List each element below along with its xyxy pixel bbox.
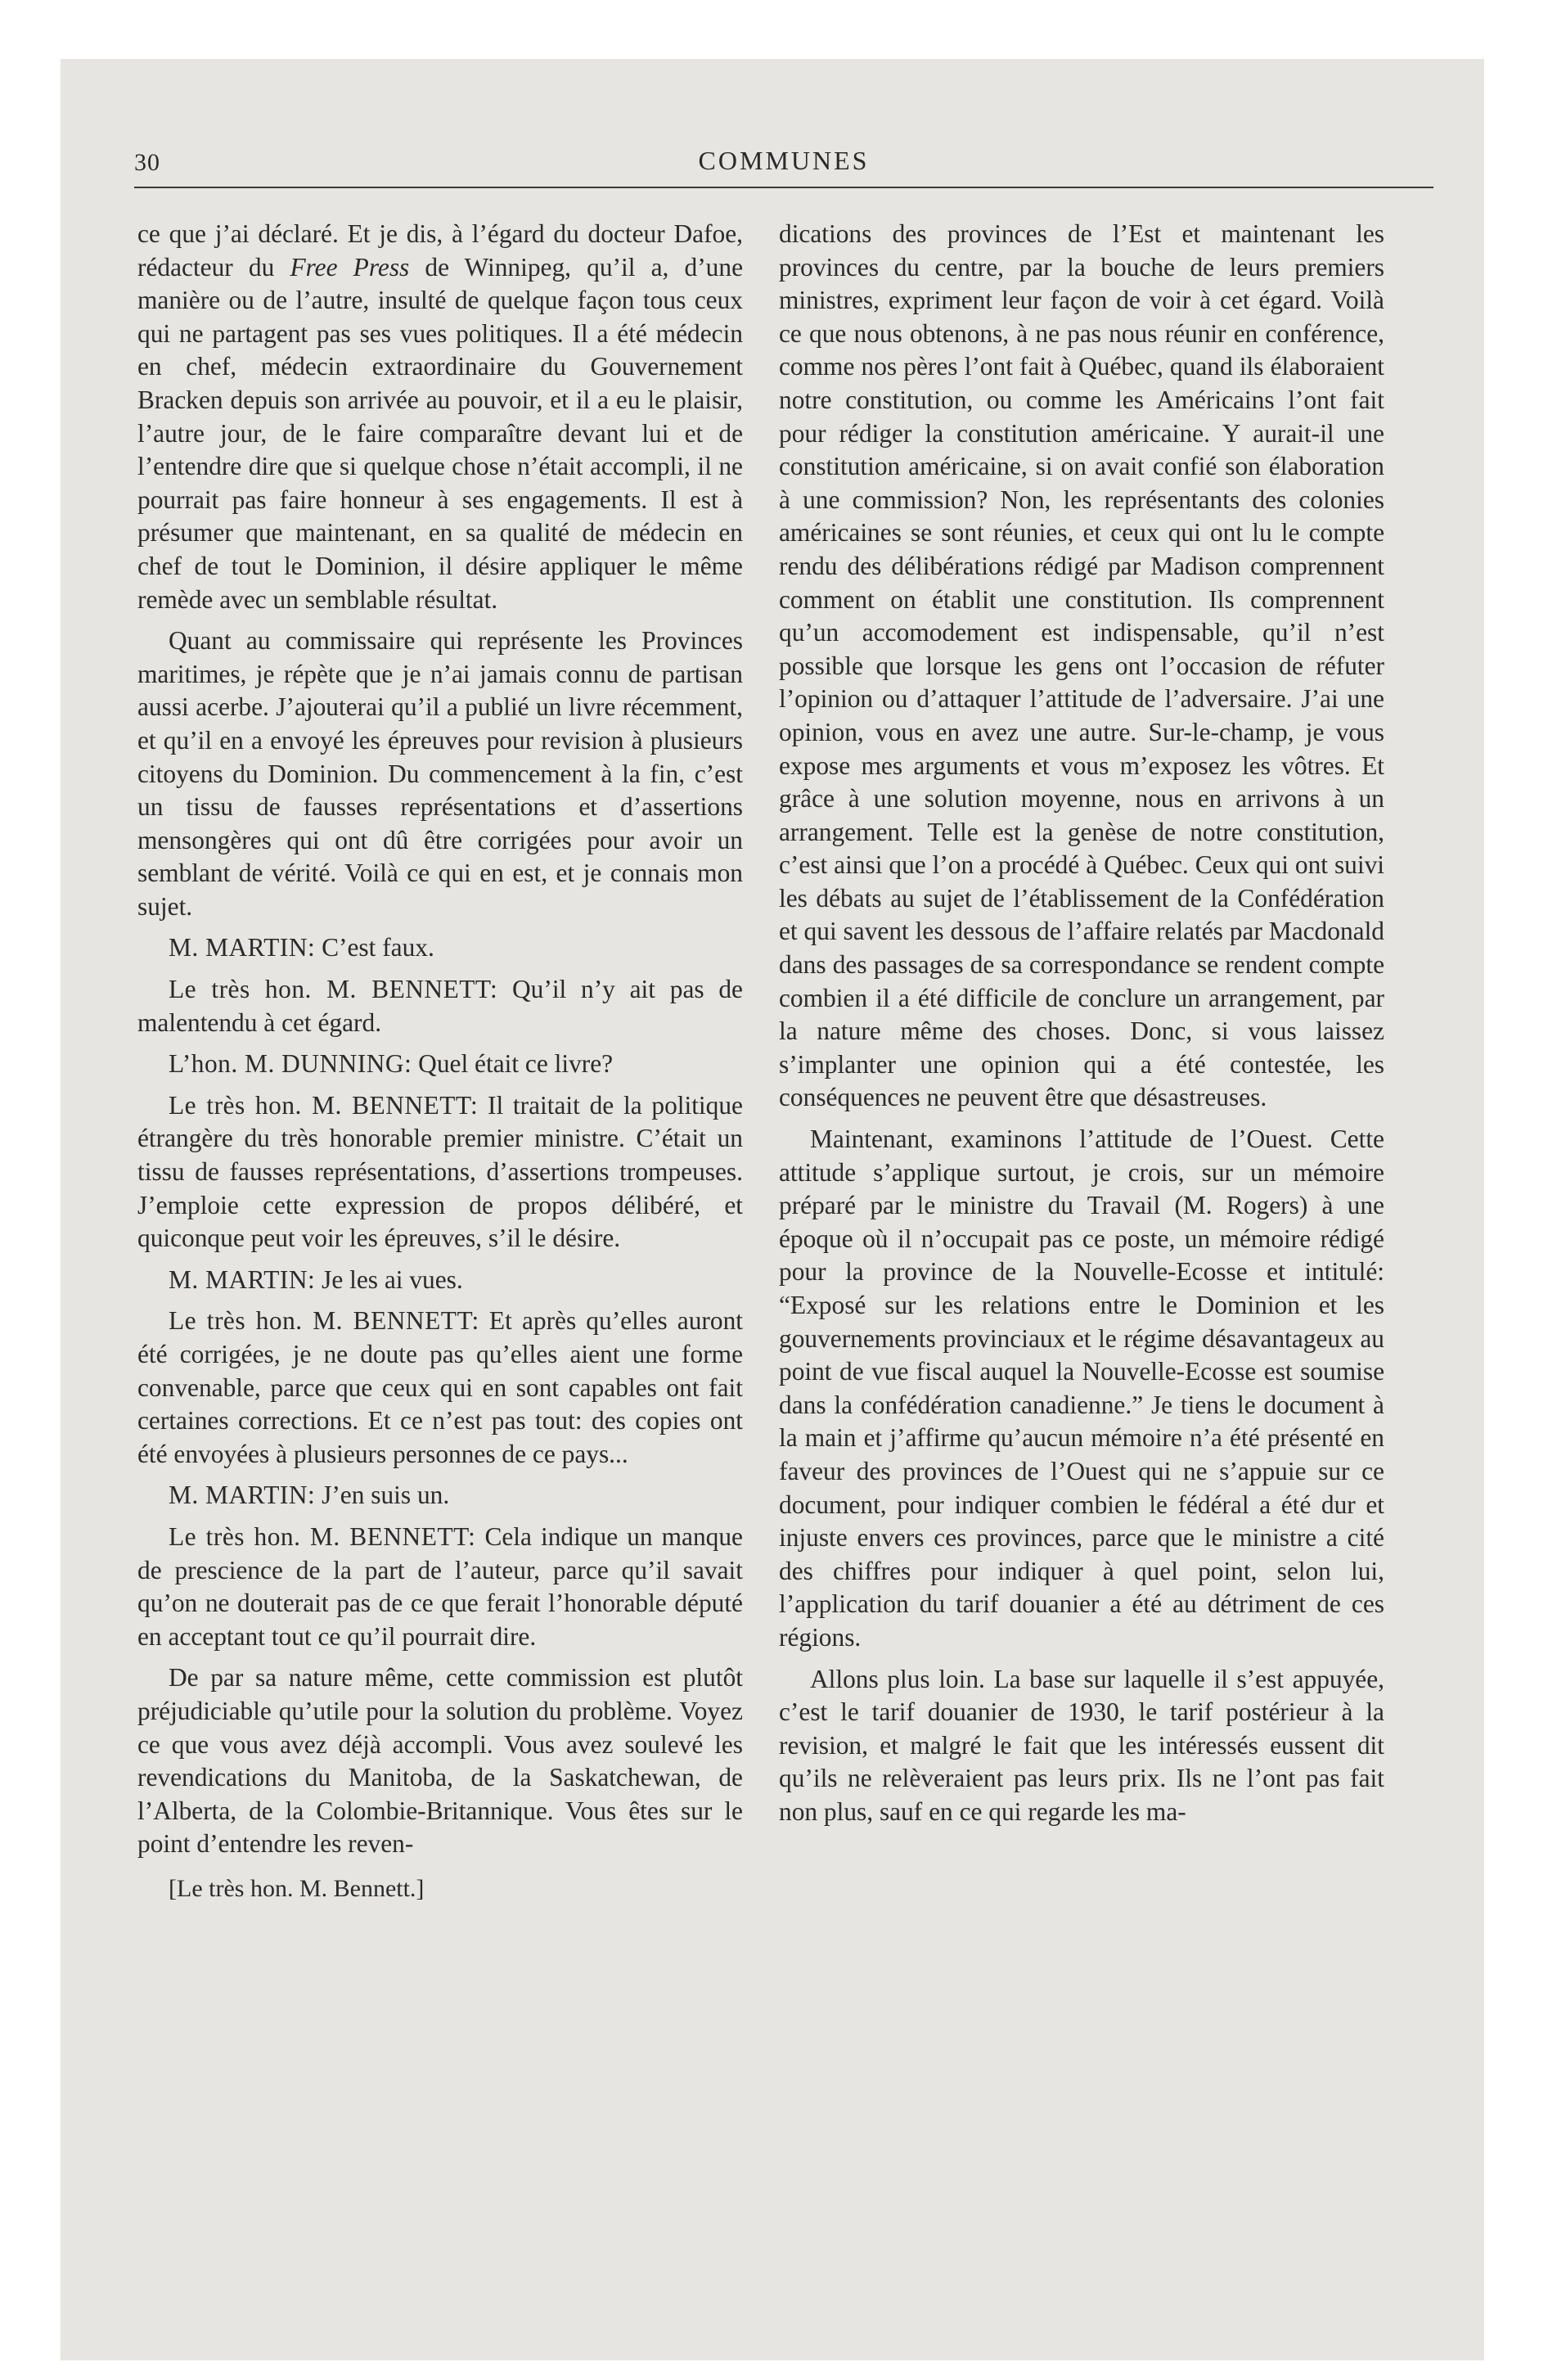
speech bbox=[137, 973, 743, 1039]
speech-text: Et après qu’elles auront été corrigées, je ne doute pas qu’elles aient une forme convenable, parce que ceux qui en sont capables ont fait certaines corrections. Et ce n’est pas tout: des copies ont été envoyées à plusieurs personnes de ce pays... bbox=[137, 1306, 743, 1468]
newspaper-title: Free Press bbox=[290, 252, 410, 282]
speaker-name: Le très hon. M. BENNETT: bbox=[169, 975, 498, 1004]
speech bbox=[137, 1089, 743, 1255]
paragraph-text: ce que j’ai déclaré. Et je dis, à l’égard du docteur Dafoe, rédacteur du bbox=[137, 219, 743, 282]
speaker-name: L’hon. M. DUNNING: bbox=[169, 1049, 412, 1079]
speaker-name: Le très hon. M. BENNETT: bbox=[169, 1306, 479, 1336]
speech bbox=[137, 931, 743, 965]
paragraph: Quant au commissaire qui représente les Provinces maritimes, je répète que je n’ai jamais connu de partisan aussi acerbe. J’ajouterai qu’il a publié un livre récemment, et qu’il en a envoyé les épreuves pour revision à plusieurs citoyens du Dominion. Du commencement à la fin, c’est un tissu de fausses représentations et d’assertions mensongères qui ont dû être corrigées pour avoir un semblant de vérité. Voilà ce qui en est, et je connais mon sujet. bbox=[137, 626, 743, 921]
paragraph: Allons plus loin. La base sur laquelle il s’est appuyée, c’est le tarif douanier de 1930, le tarif postérieur à la revision, et malgré le fait que les intéressés eussent dit qu’ils ne relèveraient pas leurs prix. Ils ne l’ont pas fait non plus, sauf en ce qui regarde les ma- bbox=[779, 1664, 1384, 1826]
speech-text: Quel était ce livre? bbox=[412, 1049, 614, 1079]
speech bbox=[137, 1264, 743, 1297]
right-column bbox=[779, 218, 1384, 1837]
speech-text: J’en suis un. bbox=[315, 1481, 450, 1510]
running-head bbox=[134, 141, 1433, 188]
paragraph: dications des provinces de l’Est et maintenant les provinces du centre, par la bouche de leurs premiers ministres, expriment leur façon de voir à cet égard. Voilà ce que nous obtenons, à ne pas nous réunir en conférence, comme nos pères l’ont fait à Québec, quand ils élaboraient notre constitution, ou comme les Américains l’ont fait pour rédiger la constitution américaine. Y aurait-il une constitution américaine, si on avait confié son élaboration à une commission? Non, les représentants des colonies américaines se sont réunies, et ceux qui ont lu le compte rendu des délibérations rédigé par Madison comprennent comment on établit une constitution. Ils comprennent qu’un accomodement est indispensable, qu’il n’est possible que lorsque les gens ont l’occasion de réfuter l’opinion ou d’attaquer l’attitude de l’adversaire. J’ai une opinion, vous en avez une autre. Sur-le-champ, je vous expose mes arguments et vous m’exposez les vôtres. Et grâce à une solution moyenne, nous en arrivons à un arrangement. Telle est la genèse de notre constitution, c’est ainsi que l’on a procédé à Québec. Ceux qui ont suivi les débats au sujet de l’établissement de la Confédération et qui savent les dessous de l’affaire relatés par Macdonald dans des passages de sa correspondance se rendent compte combien il a été difficile de conclure un arrangement, par la nature même des choses. Donc, si vous laissez s’implanter une opinion qui a été contestée, les conséquences ne peuvent être que désastreuses. bbox=[779, 219, 1384, 1112]
paragraph bbox=[137, 218, 743, 616]
page-number: 30 bbox=[134, 149, 160, 176]
paragraph: De par sa nature même, cette commission est plutôt préjudiciable qu’utile pour la solution du problème. Voyez ce que vous avez déjà accompli. Vous avez soulevé les revendications du Manitoba, de la Saskatchewan, de l’Alberta, de la Colombie-Britannique. Vous êtes sur le point d’entendre les reven- bbox=[137, 1663, 743, 1859]
running-title: COMMUNES bbox=[698, 146, 870, 175]
left-column bbox=[137, 218, 743, 1906]
speech bbox=[137, 1479, 743, 1512]
speech-text: Je les ai vues. bbox=[315, 1264, 463, 1294]
paragraph-text: de Winnipeg, qu’il a, d’une manière ou de l’autre, insulté de quelque façon tous ceux qui ne partagent pas ses vues politiques. Il a été médecin en chef, médecin extraordinaire du Gouvernement Bracken depuis son arrivée au pouvoir, et il a eu le plaisir, l’autre jour, de le faire comparaître devant lui et de l’entendre dire que si quelque chose n’était accompli, il ne pourrait pas faire honneur à ses engagements. Il est à présumer que maintenant, en sa qualité de médecin en chef de tout le Dominion, il désire appliquer le même remède avec un semblable résultat. bbox=[137, 252, 743, 614]
speech-text: Cela indique un manque de prescience de la part de l’auteur, parce qu’il savait qu’on ne douterait pas de ce que ferait l’honorable député en acceptant tout ce qu’il pourrait dire. bbox=[137, 1521, 743, 1651]
speech bbox=[137, 1521, 743, 1653]
speech-text: Il traitait de la politique étrangère du très honorable premier ministre. C’était un tissu de fausses représentations, d’assertions trompeuses. J’emploie cette expression de propos délibéré, et quiconque peut voir les épreuves, s’il le désire. bbox=[137, 1090, 743, 1253]
speaker-name: M. MARTIN: bbox=[169, 1481, 316, 1510]
speaker-name: Le très hon. M. BENNETT: bbox=[169, 1090, 479, 1120]
speaker-name: M. MARTIN: bbox=[169, 1264, 316, 1294]
speaker-attribution: [Le très hon. M. Bennett.] bbox=[169, 1874, 425, 1902]
speech bbox=[137, 1048, 743, 1081]
speech-text: C’est faux. bbox=[315, 933, 434, 962]
speaker-name: Le très hon. M. BENNETT: bbox=[169, 1521, 476, 1551]
speaker-name: M. MARTIN: bbox=[169, 933, 316, 962]
speech-text: Qu’il n’y ait pas de malentendu à cet égard. bbox=[137, 975, 743, 1037]
paragraph: Maintenant, examinons l’attitude de l’Ouest. Cette attitude s’applique surtout, je crois, sur un mémoire préparé par le ministre du Travail (M. Rogers) à une époque où il n’occupait pas ce poste, un mémoire rédigé pour la province de la Nouvelle-Ecosse et intitulé: “Exposé sur les relations entre le Dominion et les gouvernements provinciaux et le régime désavantageux au point de vue fiscal auquel la Nouvelle-Ecosse est soumise dans la confédération canadienne.” Je tiens le document à la main et j’affirme qu’aucun mémoire n’a été présenté en faveur des provinces de l’Ouest qui ne s’appuie sur ce document, pour indiquer combien le fédéral a été dur et injuste envers ces provinces, parce que le ministre a cité des chiffres pour indiquer à quel point, selon lui, l’application du tarif douanier a été au détriment de ces régions. bbox=[779, 1125, 1384, 1652]
speech bbox=[137, 1305, 743, 1471]
